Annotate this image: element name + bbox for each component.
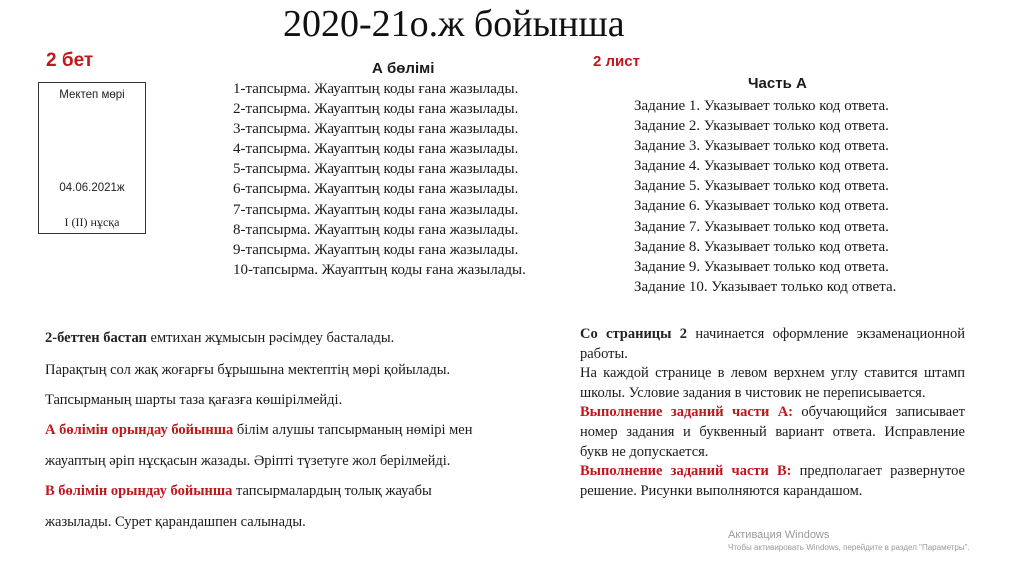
list-item: Задание 3. Указывает только код ответа.	[634, 138, 889, 155]
ru-paragraph: На каждой странице в левом верхнем углу ставится штамп школы. Условие задания в чистовик не переписывается.	[580, 365, 965, 401]
kz-part-a-heading: А бөлімін орындау бойынша	[45, 422, 234, 438]
list-item: 7-тапсырма. Жауаптың коды ғана жазылады.	[233, 201, 519, 218]
watermark-title: Активация Windows	[728, 529, 830, 541]
kz-paragraph: жазылады. Сурет қарандашпен салынады.	[45, 514, 306, 530]
watermark-subtitle: Чтобы активировать Windows, перейдите в раздел "Параметры".	[728, 543, 970, 552]
kz-task-list	[233, 79, 526, 280]
list-item: Задание 8. Указывает только код ответа.	[634, 238, 889, 255]
kz-section-title: А бөлімі	[372, 60, 435, 77]
ru-paragraph: Выполнение заданий части А: обучающийся записывает номер задания и буквенный вариант ответа. Исправление букв не допускается.	[580, 404, 966, 460]
stamp-date: 04.06.2021ж	[59, 182, 125, 194]
ru-start-page-note: Со страницы 2	[580, 326, 688, 342]
school-stamp-box	[38, 82, 146, 234]
list-item: 9-тапсырма. Жауаптың коды ғана жазылады.	[233, 241, 519, 258]
kz-part-b-heading: В бөлімін орындау бойынша	[45, 483, 233, 499]
kz-paragraph: жауаптың әріп нұсқасын жазады. Әріпті түзетуге жол берілмейді.	[45, 453, 451, 469]
kz-start-page-note: 2-беттен бастап	[45, 330, 147, 346]
list-item: 6-тапсырма. Жауаптың коды ғана жазылады.	[233, 181, 519, 198]
ru-paragraph: Со страницы 2 начинается оформление экзаменационной работы.	[580, 326, 965, 362]
kz-paragraph: Тапсырманың шарты таза қағазға көшірілмейді.	[45, 392, 343, 408]
list-item: 5-тапсырма. Жауаптың коды ғана жазылады.	[233, 161, 519, 178]
ru-part-a-heading: Выполнение заданий части А:	[580, 404, 794, 421]
list-item: Задание 1. Указывает только код ответа.	[634, 98, 889, 114]
kz-page-label: 2 бет	[46, 50, 94, 71]
kz-paragraph: 2-беттен бастап емтихан жұмысын рәсімдеу басталады.	[45, 330, 395, 346]
list-item: 10-тапсырма. Жауаптың коды ғана жазылады.	[233, 261, 526, 278]
kz-paragraph: Парақтың сол жақ жоғарғы бұрышына мектептің мөрі қойылады.	[45, 362, 451, 378]
ru-paragraph: Выполнение заданий части В: предполагает развернутое решение. Рисунки выполняются карандашом.	[580, 463, 965, 499]
stamp-label: Мектеп мөрі	[59, 89, 125, 101]
list-item: 3-тапсырма. Жауаптың коды ғана жазылады.	[233, 121, 519, 138]
list-item: 2-тапсырма. Жауаптың коды ғана жазылады.	[233, 101, 519, 118]
list-item: 8-тапсырма. Жауаптың коды ғана жазылады.	[233, 221, 519, 238]
ru-section-title: Часть А	[748, 75, 807, 92]
ru-task-list	[634, 96, 896, 297]
list-item: Задание 10. Указывает только код ответа.	[634, 278, 897, 295]
list-item: Задание 2. Указывает только код ответа.	[634, 118, 889, 135]
stamp-variant: І (ІІ) нұсқа	[64, 215, 120, 229]
list-item: Задание 9. Указывает только код ответа.	[634, 258, 889, 275]
ru-instructions	[580, 325, 965, 501]
kz-paragraph: А бөлімін орындау бойынша білім алушы тапсырманың нөмірі мен	[45, 422, 473, 438]
ru-part-b-heading: Выполнение заданий части В:	[580, 463, 792, 480]
list-item: Задание 5. Указывает только код ответа.	[634, 178, 889, 195]
list-item: Задание 4. Указывает только код ответа.	[634, 158, 889, 175]
ru-page-label: 2 лист	[593, 53, 640, 70]
list-item: 4-тапсырма. Жауаптың коды ғана жазылады.	[233, 141, 519, 158]
list-item: Задание 6. Указывает только код ответа.	[634, 198, 889, 215]
page-title: 2020-21о.ж бойынша	[283, 3, 625, 45]
windows-activation-watermark	[728, 529, 970, 552]
list-item: Задание 7. Указывает только код ответа.	[634, 218, 889, 235]
kz-paragraph: В бөлімін орындау бойынша тапсырмалардың толық жауабы	[45, 483, 432, 499]
list-item: 1-тапсырма. Жауаптың коды ғана жазылады.	[233, 81, 519, 97]
